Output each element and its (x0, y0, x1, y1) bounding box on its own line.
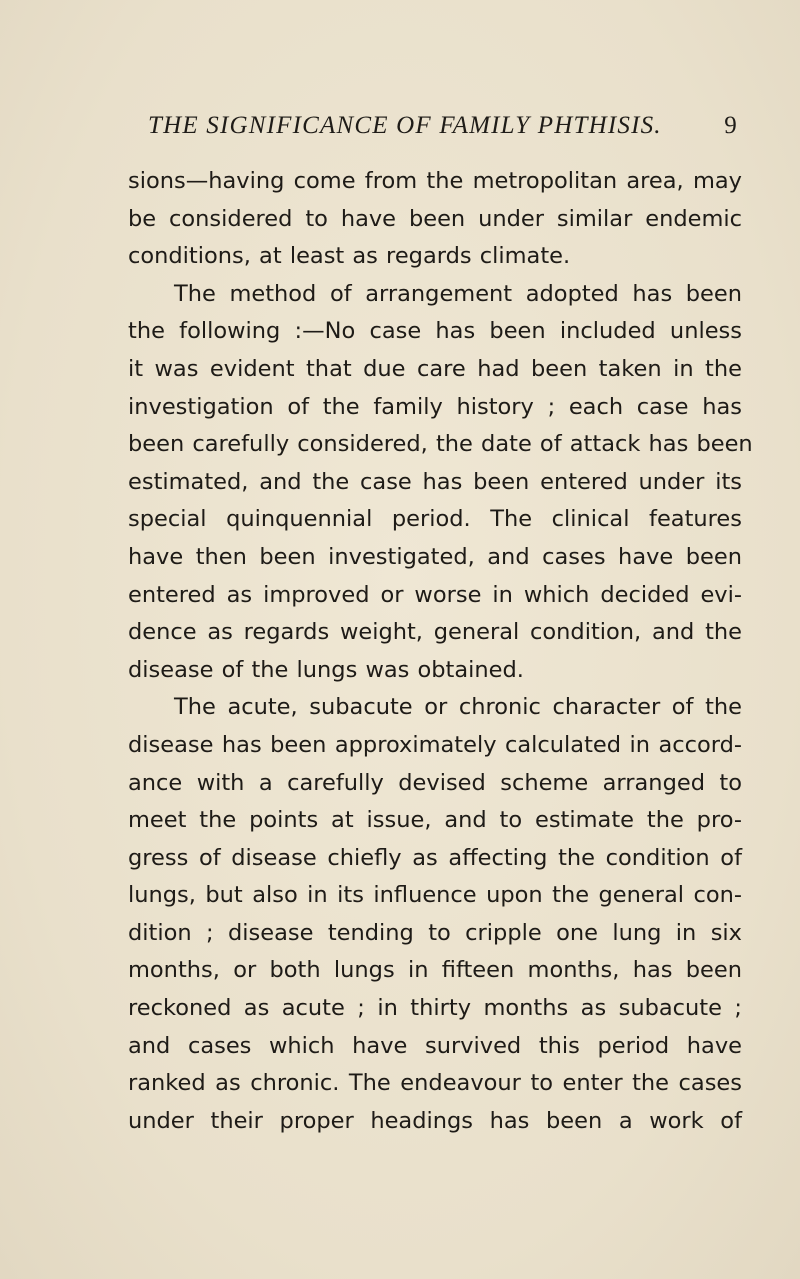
running-title: THE SIGNIFICANCE OF FAMILY PHTHISIS. (148, 112, 662, 139)
text-line: dence as regards weight, general condition, and the (128, 619, 742, 646)
text-line: special quinquennial period. The clinical features (128, 506, 742, 533)
text-line: The method of arrangement adopted has been (174, 280, 742, 307)
running-header (148, 112, 738, 142)
text-line: ance with a carefully devised scheme arranged to (128, 769, 742, 796)
text-line: under their proper headings has been a work of (128, 1107, 742, 1134)
text-line: dition ; disease tending to cripple one lung in six (128, 919, 742, 946)
body-text (128, 163, 753, 1140)
text-line: the following :—No case has been included unless (128, 318, 742, 345)
text-line: ranked as chronic. The endeavour to enter the cases (128, 1070, 742, 1097)
text-line: disease of the lungs was obtained. (128, 656, 524, 683)
text-line: months, or both lungs in fifteen months, has been (128, 957, 742, 984)
text-line: sions—having come from the metropolitan area, may (128, 168, 742, 194)
text-line: gress of disease chiefly as affecting the condition of (128, 844, 742, 871)
text-line: and cases which have survived this period have (128, 1032, 742, 1059)
text-line: estimated, and the case has been entered under its (128, 468, 742, 495)
text-line: it was evident that due care had been taken in the (128, 355, 742, 382)
text-line: lungs, but also in its influence upon the general con- (128, 882, 742, 909)
text-line: entered as improved or worse in which decided evi- (128, 581, 742, 608)
text-line: be considered to have been under similar endemic (128, 205, 742, 232)
text-line: meet the points at issue, and to estimate the pro- (128, 807, 742, 834)
page-number: 9 (724, 112, 738, 139)
text-line: The acute, subacute or chronic character of the (174, 694, 742, 721)
text-line: been carefully considered, the date of attack has been (128, 431, 753, 458)
text-line: investigation of the family history ; each case has (128, 393, 742, 420)
text-line: have then been investigated, and cases have been (128, 543, 742, 570)
text-line: disease has been approximately calculated in accord- (128, 731, 742, 758)
text-line: conditions, at least as regards climate. (128, 243, 571, 270)
text-line: reckoned as acute ; in thirty months as subacute ; (128, 995, 742, 1022)
